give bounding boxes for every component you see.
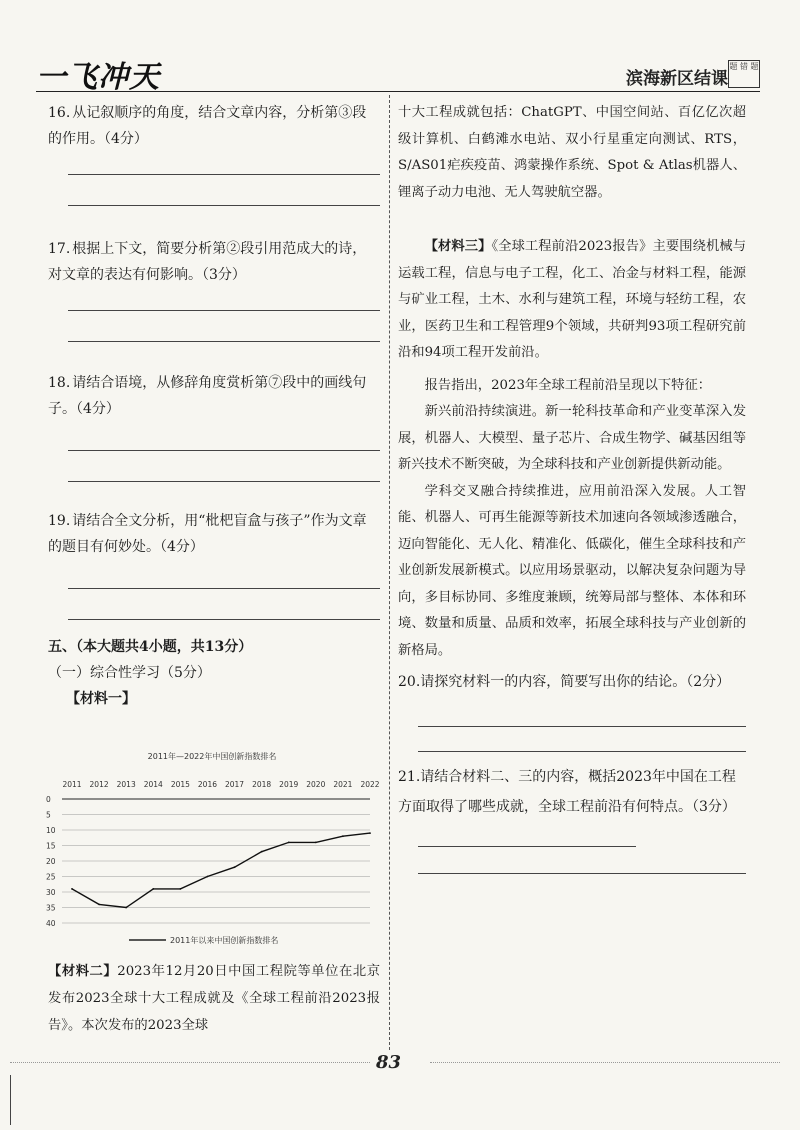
question-number: 21. bbox=[398, 769, 421, 785]
material-two-label: 【材料二】 bbox=[48, 964, 118, 979]
section-five-title: 五、（本大题共4小题，共13分） bbox=[48, 639, 253, 655]
question-16 bbox=[48, 100, 380, 160]
y-tick-label: 5 bbox=[46, 810, 51, 820]
x-tick-label: 2018 bbox=[252, 780, 272, 789]
question-18 bbox=[48, 370, 380, 430]
right-column bbox=[398, 100, 746, 874]
subsection-title: （一）综合性学习（5分） bbox=[48, 665, 211, 681]
x-tick-label: 2020 bbox=[306, 780, 326, 789]
question-number: 18. bbox=[48, 375, 71, 391]
footer-dots-left bbox=[10, 1062, 370, 1063]
material-two-continued bbox=[398, 100, 746, 230]
data-point bbox=[152, 888, 154, 890]
chart-svg bbox=[44, 747, 380, 952]
y-tick-label: 40 bbox=[46, 919, 56, 928]
brand-logo: 一飞冲天 bbox=[36, 60, 160, 95]
legend-label: 2011年以来中国创新指数排名 bbox=[170, 936, 279, 945]
column-divider bbox=[389, 95, 390, 1050]
x-tick-label: 2021 bbox=[333, 780, 353, 789]
series-group bbox=[71, 832, 371, 908]
material-two-text: 2023年12月20日中国工程院等单位在北京发布2023全球十大工程成就及《全球工程前沿2023报告》。本次发布的2023全球 bbox=[48, 964, 380, 1033]
question-number: 17. bbox=[48, 241, 71, 257]
header-rule bbox=[36, 91, 760, 92]
innovation-rank-chart bbox=[44, 747, 380, 952]
answer-line[interactable] bbox=[418, 873, 746, 874]
y-tick-label: 35 bbox=[46, 903, 56, 913]
x-tick-label: 2017 bbox=[224, 780, 245, 789]
left-column bbox=[48, 100, 380, 712]
y-tick-label: 10 bbox=[46, 826, 56, 835]
material-two-tail: 十大工程成就包括：ChatGPT、中国空间站、百亿亿次超级计算机、白鹤滩水电站、双小行星重定向测试、RTS，S/AS01疟疾疫苗、鸿蒙操作系统、Spot & Atlas机器人、锂离子动力电池、无人驾驶航空器。 bbox=[398, 105, 746, 200]
y-tick-label: 25 bbox=[46, 872, 56, 882]
x-tick-label: 2014 bbox=[143, 780, 163, 789]
page-number: 83 bbox=[376, 1052, 402, 1073]
data-point bbox=[261, 851, 263, 853]
x-tick-label: 2019 bbox=[279, 780, 299, 789]
data-point bbox=[234, 866, 236, 868]
x-tick-label: 2011 bbox=[62, 780, 82, 789]
data-point bbox=[179, 888, 181, 890]
material-three-para bbox=[398, 234, 746, 367]
series-line bbox=[72, 833, 370, 907]
question-21 bbox=[398, 762, 746, 822]
question-19 bbox=[48, 508, 380, 568]
question-text: 请结合材料二、三的内容，概括2023年中国在工程方面取得了哪些成就，全球工程前沿有何特点。（3分） bbox=[398, 769, 736, 815]
x-tick-label: 2022 bbox=[360, 780, 380, 789]
y-tick-label: 30 bbox=[46, 888, 56, 897]
question-text: 请结合全文分析，用“枇杷盲盒与孩子”作为文章的题目有何妙处。（4分） bbox=[48, 513, 367, 555]
data-point bbox=[342, 835, 344, 837]
footer-dots-right bbox=[430, 1062, 780, 1063]
data-point bbox=[315, 842, 317, 844]
y-tick-label: 20 bbox=[46, 857, 56, 866]
material-three-label: 【材料三】 bbox=[424, 239, 492, 254]
material-two-para bbox=[48, 958, 380, 1039]
x-tick-label: 2012 bbox=[89, 780, 109, 789]
material-one-label: 【材料一】 bbox=[66, 691, 136, 707]
material-two-block bbox=[48, 958, 380, 1039]
material-three-para2: 报告指出，2023年全球工程前沿呈现以下特征： bbox=[424, 377, 712, 393]
question-text: 从记叙顺序的角度，结合文章内容，分析第③段的作用。（4分） bbox=[48, 105, 367, 147]
question-number: 19. bbox=[48, 513, 71, 529]
material-three-para4: 学科交叉融合持续推进，应用前沿深入发展。人工智能、机器人、可再生能源等新技术加速向各领域渗透融合，迈向智能化、无人化、精准化、低碳化，催生全球科技和产业创新发展新模式。以应用场景驱动，以解决复杂问题为导向，多目标协同、多维度兼顾，统筹局部与整体、本体和环境、数量和质量、品质和效率，拓展全球科技与产业创新的新格局。 bbox=[398, 483, 746, 658]
x-tick-labels bbox=[62, 780, 379, 789]
data-point bbox=[125, 907, 127, 909]
x-tick-label: 2015 bbox=[170, 780, 190, 789]
question-number: 16. bbox=[48, 105, 71, 121]
data-point bbox=[71, 888, 73, 890]
x-tick-label: 2013 bbox=[116, 780, 136, 789]
material-three-text: 《全球工程前沿2023报告》主要围绕机械与运载工程，信息与电子工程，化工、冶金与材料工程，能源与矿业工程，土木、水利与建筑工程，环境与轻纺工程，农业，医药卫生和工程管理9个领域，共研判93项工程研究前沿和94项工程开发前沿。 bbox=[398, 239, 746, 360]
question-text: 请探究材料一的内容，简要写出你的结论。（2分） bbox=[420, 674, 731, 690]
gridlines bbox=[62, 799, 370, 923]
series-title: 滨海新区结课 bbox=[626, 69, 728, 89]
material-three-para3: 新兴前沿持续演进。新一轮科技革命和产业变革深入发展，机器人、大模型、量子芯片、合成生物学、碱基因组等新兴技术不断突破，为全球科技和产业创新提供新动能。 bbox=[398, 404, 746, 472]
data-point bbox=[288, 842, 290, 844]
question-20 bbox=[398, 668, 746, 696]
question-17 bbox=[48, 236, 380, 296]
question-number: 20. bbox=[398, 674, 421, 690]
margin-rule bbox=[10, 1075, 11, 1125]
question-text: 请结合语境，从修辞角度赏析第⑦段中的画线句子。（4分） bbox=[48, 375, 367, 417]
y-tick-label: 0 bbox=[46, 795, 51, 804]
data-point bbox=[207, 876, 209, 878]
x-tick-label: 2016 bbox=[197, 780, 218, 789]
y-tick-label: 15 bbox=[46, 841, 56, 851]
chart-title: 2011年—2022年中国创新指数排名 bbox=[147, 752, 277, 761]
y-axis bbox=[46, 795, 56, 928]
data-point bbox=[98, 904, 100, 906]
error-stamp: 题 错 题 bbox=[728, 60, 760, 88]
data-point bbox=[369, 832, 371, 834]
question-text: 根据上下文，简要分析第②段引用范成大的诗，对文章的表达有何影响。（3分） bbox=[48, 241, 367, 283]
